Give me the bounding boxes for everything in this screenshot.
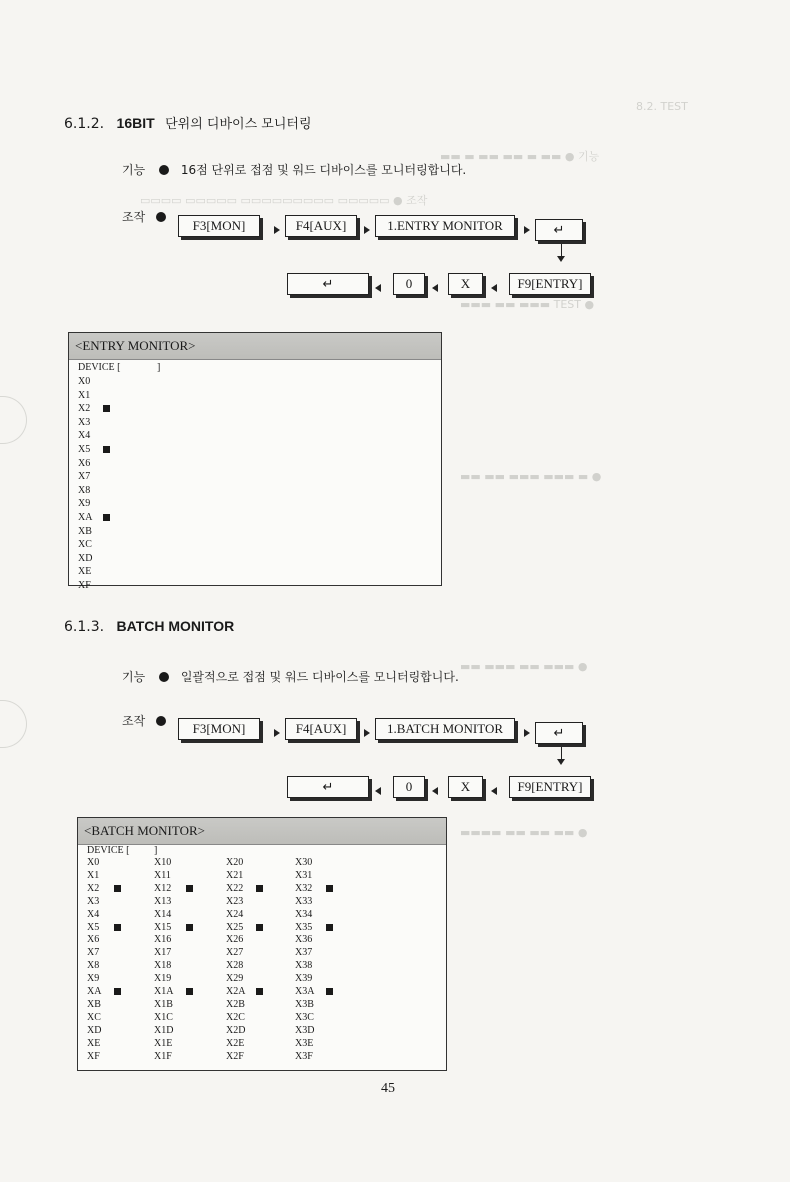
arrow-left-icon [375,284,381,292]
section-title-bold: 16BIT [116,115,155,131]
device-cell: X3D [295,1024,315,1036]
device-cell: X16 [154,934,172,946]
device-cell: X11 [154,869,171,881]
on-state-marker [186,988,193,995]
device-cell: X10 [154,857,172,868]
section-number: 6.1.2. [64,116,105,132]
device-cell: XD [87,1024,102,1036]
device-cell: X28 [226,960,244,972]
device-row: XE [78,566,92,578]
key-zero[interactable]: 0 [393,273,425,295]
function-text: 16점 단위로 접점 및 워드 디바이스를 모니터링합니다. [180,163,467,177]
section-title-bold: BATCH MONITOR [116,618,235,634]
device-row: X6 [78,457,91,469]
key-zero[interactable]: 0 [393,776,425,798]
device-cell: X0 [87,857,100,868]
device-cell: X12 [154,882,172,894]
device-cell: XA [87,986,102,997]
device-cell: X25 [226,921,244,933]
device-cell: X22 [226,882,244,894]
device-cell: X29 [226,973,244,985]
bleed-through-text: ▬▬▬▬ ▬▬ ▬▬ ▬▬ ● [460,826,588,839]
device-cell: X3A [295,986,315,997]
device-cell: X3 [87,895,100,907]
on-state-marker [103,514,110,521]
section-number: 6.1.3. [64,619,105,635]
bleed-through-text: 8.2. TEST [636,100,688,113]
device-row: X3 [78,416,91,428]
bleed-through-text: ▬▬▬ ▬▬ ▬▬▬ TEST ● [460,298,595,311]
device-cell: X7 [87,947,100,959]
key-enter[interactable]: ↵ [535,722,583,744]
device-cell: X17 [154,947,172,959]
device-cell: X1 [87,869,100,881]
device-row: XC [78,539,92,551]
device-cell: X30 [295,857,313,868]
screen-title-bar [78,818,446,845]
arrow-right-icon [274,729,280,737]
key-enter[interactable]: ↵ [287,273,369,295]
key-f9-entry[interactable]: F9[ENTRY] [509,776,591,798]
bleed-through-text: ▬▬ ▬ ▬▬ ▬▬ ▬ ▬▬ ● 기능 [440,150,600,163]
device-cell: X1E [154,1037,173,1049]
device-cell: X2E [226,1037,245,1049]
key-enter[interactable]: ↵ [287,776,369,798]
on-state-marker [256,924,263,931]
function-line [122,668,459,685]
device-cell: X36 [295,934,313,946]
function-line [122,161,466,178]
device-cell: X2D [226,1024,246,1036]
device-cell: X1D [154,1024,174,1036]
bleed-through-text: ▭▭▭▭ ▭▭▭▭▭ ▭▭▭▭▭▭▭▭▭ ▭▭▭▭▭ ● 조작 [140,194,428,207]
on-state-marker [114,924,121,931]
device-row: X4 [78,430,91,442]
on-state-marker [326,885,333,892]
device-row: X2 [78,403,91,415]
device-cell: X38 [295,960,313,972]
device-prompt: DEVICE [ ] [87,845,158,856]
bullet-icon [156,716,166,726]
device-cell: X2B [226,998,245,1010]
arrow-down-icon [557,256,565,262]
device-row: XD [78,552,93,564]
arrow-right-icon [364,729,370,737]
device-cell: X3C [295,1011,314,1023]
device-cell: X27 [226,947,244,959]
device-cell: X1C [154,1011,173,1023]
screen-title: <BATCH MONITOR> [84,823,205,838]
device-prompt: DEVICE [ ] [78,362,161,373]
bleed-through-text: ▬▬ ▬▬▬ ▬▬ ▬▬▬ ● [460,660,588,673]
device-row: XA [78,512,93,523]
entry-monitor-screen [68,332,442,591]
device-row: X8 [78,484,91,496]
section-heading-batch [64,618,234,635]
device-cell: X23 [226,895,244,907]
arrow-down-icon [557,759,565,765]
arrow-left-icon [491,284,497,292]
device-cell: X39 [295,973,313,985]
device-cell: X2 [87,882,100,894]
binder-hole [0,700,27,748]
device-cell: X26 [226,934,244,946]
device-cell: X8 [87,960,100,972]
arrow-right-icon [524,729,530,737]
device-row: X5 [78,444,91,455]
device-cell: X3B [295,998,314,1010]
key-entry-monitor[interactable]: 1.ENTRY MONITOR [375,215,515,237]
device-row: X1 [78,389,91,401]
key-f3-mon[interactable]: F3[MON] [178,215,260,237]
device-cell: X6 [87,934,100,946]
device-cell: X1F [154,1050,172,1062]
operation-label: 조작 [122,714,146,728]
device-cell: X2A [226,986,246,997]
device-row: X7 [78,471,91,483]
key-f4-aux[interactable]: F4[AUX] [285,718,357,740]
device-cell: XE [87,1037,101,1049]
function-label: 기능 [122,670,146,684]
on-state-marker [326,924,333,931]
arrow-left-icon [432,284,438,292]
device-row: XF [78,580,91,591]
device-cell: X15 [154,921,172,933]
device-cell: X2F [226,1050,244,1062]
device-cell: X3F [295,1050,313,1062]
binder-hole [0,396,27,444]
bullet-icon [156,212,166,222]
bleed-through-text: ▬▬ ▬▬ ▬▬▬ ▬▬▬ ▬ ● [460,470,602,483]
device-cell: X1B [154,998,173,1010]
device-cell: X32 [295,882,313,894]
device-cell: X3E [295,1037,314,1049]
device-cell: X1A [154,986,174,997]
arrow-left-icon [432,787,438,795]
device-cell: XF [87,1050,100,1062]
device-cell: X5 [87,921,100,933]
key-batch-monitor[interactable]: 1.BATCH MONITOR [375,718,515,740]
device-cell: X19 [154,973,172,985]
on-state-marker [256,885,263,892]
key-enter[interactable]: ↵ [535,219,583,241]
device-cell: X13 [154,895,172,907]
page-number: 45 [381,1081,395,1096]
section-heading-16bit [64,113,312,132]
device-cell: X20 [226,857,244,868]
arrow-right-icon [274,226,280,234]
function-text: 일괄적으로 접점 및 워드 디바이스를 모니터링합니다. [180,670,459,684]
key-f4-aux[interactable]: F4[AUX] [285,215,357,237]
screen-title-bar [69,333,441,360]
on-state-marker [103,405,110,412]
device-cell: X2C [226,1011,245,1023]
device-cell: X24 [226,908,244,920]
arrow-left-icon [491,787,497,795]
device-cell: X14 [154,908,172,920]
section-title-text: 단위의 디바이스 모니터링 [165,117,312,132]
key-x[interactable]: X [448,273,483,295]
on-state-marker [114,988,121,995]
device-cell: X21 [226,869,244,881]
key-f9-entry[interactable]: F9[ENTRY] [509,273,591,295]
device-cell: X37 [295,947,313,959]
bullet-icon [159,165,169,175]
device-cell: X4 [87,908,100,920]
device-cell: XB [87,998,101,1010]
device-cell: XC [87,1011,101,1023]
device-cell: X18 [154,960,172,972]
on-state-marker [103,446,110,453]
on-state-marker [186,924,193,931]
device-cell: X35 [295,921,313,933]
on-state-marker [326,988,333,995]
key-f3-mon[interactable]: F3[MON] [178,718,260,740]
device-cell: X33 [295,895,313,907]
on-state-marker [186,885,193,892]
device-cell: X31 [295,869,313,881]
operation-label: 조작 [122,210,146,224]
device-row: X0 [78,376,91,387]
function-label: 기능 [122,163,146,177]
on-state-marker [256,988,263,995]
on-state-marker [114,885,121,892]
device-row: XB [78,525,92,537]
key-x[interactable]: X [448,776,483,798]
device-cell: X9 [87,973,100,985]
screen-title: <ENTRY MONITOR> [75,338,196,353]
arrow-right-icon [524,226,530,234]
arrow-right-icon [364,226,370,234]
arrow-left-icon [375,787,381,795]
bullet-icon [159,672,169,682]
batch-monitor-screen [77,817,447,1071]
device-row: X9 [78,498,91,510]
device-cell: X34 [295,908,313,920]
